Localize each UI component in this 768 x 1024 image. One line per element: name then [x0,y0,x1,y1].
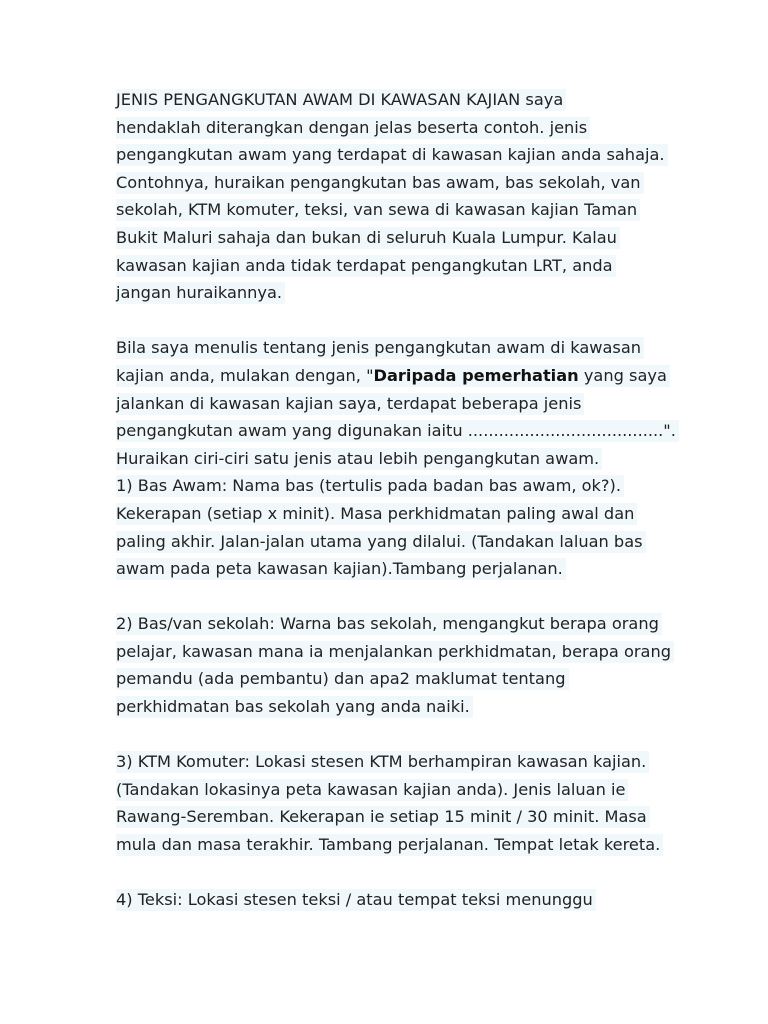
text-line: Contohnya, huraikan pengangkutan bas awam, bas sekolah, van [116,169,676,197]
text-line: pengangkutan awam yang terdapat di kawasan kajian anda sahaja. [116,141,676,169]
text-line: pengangkutan awam yang digunakan iaitu ......................................". [116,417,676,445]
text-line: 2) Bas/van sekolah: Warna bas sekolah, mengangkut berapa orang [116,610,676,638]
paragraph-school-bus [116,610,676,720]
text-line: pemandu (ada pembantu) dan apa2 maklumat tentang [116,665,676,693]
text-line: Kekerapan (setiap x minit). Masa perkhidmatan paling awal dan [116,500,676,528]
paragraph-spacer [116,307,676,335]
text-line: kawasan kajian anda tidak terdapat pengangkutan LRT, anda [116,252,676,280]
text-line: Huraikan ciri-ciri satu jenis atau lebih pengangkutan awam. [116,445,676,473]
paragraph-spacer [116,859,676,887]
paragraph-introduction [116,86,676,307]
text-line: hendaklah diterangkan dengan jelas beserta contoh. jenis [116,114,676,142]
text-line: (Tandakan lokasinya peta kawasan kajian anda). Jenis laluan ie [116,776,676,804]
paragraph-instructions-bus [116,334,676,582]
text-line: 3) KTM Komuter: Lokasi stesen KTM berhampiran kawasan kajian. [116,748,676,776]
text-line: JENIS PENGANGKUTAN AWAM DI KAWASAN KAJIAN saya [116,86,676,114]
bold-phrase: Daripada pemerhatian [373,365,579,385]
text-line: perkhidmatan bas sekolah yang anda naiki. [116,693,676,721]
text-line: 4) Teksi: Lokasi stesen teksi / atau tempat teksi menunggu [116,886,676,914]
text-line: sekolah, KTM komuter, teksi, van sewa di kawasan kajian Taman [116,196,676,224]
text-line: awam pada peta kawasan kajian).Tambang perjalanan. [116,555,676,583]
text-line: jangan huraikannya. [116,279,676,307]
text-line: jalankan di kawasan kajian saya, terdapat beberapa jenis [116,390,676,418]
text-line: mula dan masa terakhir. Tambang perjalanan. Tempat letak kereta. [116,831,676,859]
paragraph-spacer [116,583,676,611]
text-line-with-bold: kajian anda, mulakan dengan, "Daripada pemerhatian yang saya [116,362,676,390]
document-body [116,86,676,914]
paragraph-spacer [116,721,676,749]
paragraph-taxi [116,886,676,914]
text-line: Bukit Maluri sahaja dan bukan di seluruh Kuala Lumpur. Kalau [116,224,676,252]
text-line: pelajar, kawasan mana ia menjalankan perkhidmatan, berapa orang [116,638,676,666]
text-line: Bila saya menulis tentang jenis pengangkutan awam di kawasan [116,334,676,362]
text-line: Rawang-Seremban. Kekerapan ie setiap 15 minit / 30 minit. Masa [116,803,676,831]
text-line: paling akhir. Jalan-jalan utama yang dilalui. (Tandakan laluan bas [116,528,676,556]
paragraph-ktm-komuter [116,748,676,858]
text-line: 1) Bas Awam: Nama bas (tertulis pada badan bas awam, ok?). [116,472,676,500]
